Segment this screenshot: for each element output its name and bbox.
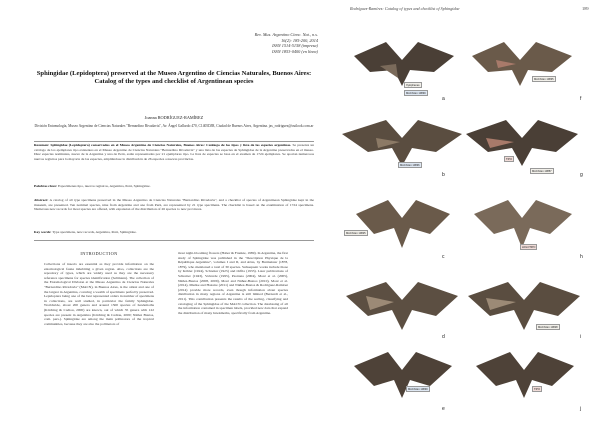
specimen-label: MACN-En 10839 bbox=[408, 387, 428, 391]
keywords-block bbox=[34, 230, 314, 235]
specimen-label: MACN-En 10835 bbox=[534, 77, 554, 81]
keywords-text: Type specimens, new records, Argentina, Perú, Sphingidae. bbox=[52, 230, 137, 234]
author-affiliation: División Entomología, Museo Argentino de Ciencias Naturales "Bernardino Rivadavia", Av. Ángel Gallardo 470, C1405DJR, Ciudad de Buenos Aires, Argentina. jas_rodriguez@outlook.com.ar bbox=[34, 124, 314, 128]
journal-issn-online: ISSN 1853-0400 (en línea) bbox=[272, 48, 318, 54]
specimen-label: Xylophanes bbox=[406, 83, 420, 87]
panel-letter-b: b bbox=[442, 172, 445, 178]
keywords-heading: Key words: bbox=[34, 230, 52, 234]
abstract-text: A catalog of all type specimens preserved in the Museo Argentino de Ciencias Naturales "Bernardino Rivadavia", and a checklist of species of Argentinean Sphingidae kept in the museum, are presented. Ten nominal species, nine from Argentina and one from Perú, are represented by 21 type specimens. The checklist is based on the examination of 1724 specimens. Numerous new records for most species are offered, with expansion of the distribution of 26 species to new provinces. bbox=[34, 198, 314, 212]
journal-name: Rev. Mus. Argentino Cienc. Nat., n.s. bbox=[254, 32, 318, 37]
specimen-label: TIPO bbox=[534, 387, 541, 391]
page-number: 189 bbox=[582, 6, 589, 11]
moth-specimen-c bbox=[356, 200, 450, 248]
abstract-heading: Abstract: bbox=[34, 198, 49, 202]
moth-specimen-f bbox=[472, 42, 572, 86]
palabras-clave-block bbox=[34, 184, 314, 189]
section-heading-introduction: INTRODUCTION bbox=[80, 251, 118, 256]
body-column-2: most night-blooming flowers (Haber & Frankie, 1989). In Argentina, the first study of Sphingidae was published in the "Description Physique de la République Argentine", volumes I and II, and Atlas, by Burmeister (1878, 1879), who mentioned a total of 30 species. Subsequent works include those by Köhler (1924), Schreiter (1925) and Orfila (1933). Later publications of Schreiter (1943), Valverde (1995), Pastrana (2004), Moré et al. (2005), Núñez-Bustos (2008, 2009), Moré and Núñez-Bustos (2010), Moré et al. (2014), Mielke and Haxaire (2011) and Núñez-Bustos & Rodríguez-Ramírez (2014) provide more records, even though information about species distribution in many regions of Argentina is still limited (Bernardi et al., 2011). This contribution presents the results of the sorting, classifying and cataloging of the Sphingidae of the MACN collection. The databasing of all the information contained in specimen labels, provided new data that expand the distribution of many hawkmoths, specifically from Argentina. bbox=[178, 251, 288, 315]
paper-title: Sphingidae (Lepidoptera) preserved at the Museo Argentino de Ciencias Naturales, Buenos Aires: Catalog of the types and checklist of Argentinean species bbox=[36, 70, 312, 85]
panel-letter-d: d bbox=[442, 334, 445, 340]
specimen-label: MACN-En 10836 bbox=[400, 163, 420, 167]
body-column-1: Collections of insects are essential as they provide information on the entomological fauna inhabiting a given region. Also, collections are the repository of types, which are widely used as they are the necessary reference specimens for species identification (Seltmann). The collection of the Entomological Division at the Museo Argentino de Ciencias Naturales "Bernardino Rivadavia" (MACN), in Buenos Aires, is the oldest and one of the largest in Argentina, covering a wealth of specimens perfectly preserved. Lepidoptera being one of the best represented orders in number of specimens in collections, are well studied, in particular the family Sphingidae. Worldwide, about 200 genera and around 1500 species of hawkmoths (Kitching & Cadiou, 2000) are known, out of which 35 genera with 122 species are present in Argentina (Kitching & Cadiou, 2000; Núñez Bustos, com. pers.). Sphingidae are among the main pollinators of the tropical communities, because they are also the pollinators of bbox=[44, 262, 154, 326]
resumen-body: Se presenta un catálogo de los ejemplares tipo existentes en el Museo Argentino de Ciencias Naturales "Bernardino Rivadavia" y una lista de las especies de Sphingidae de la Argentina preservadas en el museo. Diez especies nominales, nueve de la Argentina y una de Perú, están representadas por 21 ejemplares tipo. La lista de especies se basa en el examen de 1724 ejemplares. Se aportan numerosos nuevos registros para la mayoría de las especies, ampliándose la distribución de 26 especies a nuevas provincias. bbox=[34, 143, 315, 161]
panel-letter-f: f bbox=[580, 96, 582, 102]
moth-specimen-g bbox=[466, 120, 578, 166]
specimen-label: TIPO bbox=[506, 157, 513, 161]
journal-citation bbox=[208, 32, 318, 54]
specimen-plate bbox=[336, 34, 598, 424]
running-header: Rodríguez-Ramírez: Catalog of types and checklist of Sphingidae bbox=[350, 6, 460, 11]
panel-letter-a: a bbox=[442, 96, 445, 102]
specimen-label: HOLOTIPO bbox=[522, 245, 536, 249]
resumen-block bbox=[34, 143, 314, 161]
divider bbox=[34, 240, 314, 241]
panel-letter-e: e bbox=[442, 406, 445, 412]
resumen-title: Sphingidae (Lepidoptera) conservados en el Museo Argentino de Ciencias Naturales, Buenos Aires: Catálogo de los tipos y lista de las especies argentinas. bbox=[50, 143, 292, 147]
moth-specimen-a bbox=[354, 42, 454, 86]
moth-specimen-e bbox=[354, 352, 452, 398]
specimen-plate-figure bbox=[336, 34, 598, 424]
journal-volume: 16(2): 185-200, 2014 bbox=[281, 37, 318, 43]
specimen-label: MACN-En 10825 bbox=[346, 231, 366, 235]
journal-issn-print: ISSN 1514-5158 (impresa) bbox=[272, 43, 318, 49]
moth-specimen-b bbox=[342, 120, 462, 166]
divider bbox=[34, 141, 314, 142]
abstract-block bbox=[34, 198, 314, 212]
palabras-clave-heading: Palabras clave: bbox=[34, 184, 58, 188]
moth-specimen-i bbox=[468, 282, 580, 330]
paper-author: Joanna RODRÍGUEZ-RAMÍREZ bbox=[144, 115, 204, 120]
specimen-label: MACN-En 10857 bbox=[532, 169, 552, 173]
panel-letter-g: g bbox=[580, 172, 583, 178]
palabras-clave-text: Especímenes tipo, nuevos registros, Argentina, Perú, Sphingidae. bbox=[58, 184, 151, 188]
panel-letter-i: i bbox=[580, 334, 582, 340]
specimen-label: MACN-En 10839 bbox=[406, 91, 426, 95]
moth-specimen-d bbox=[346, 282, 458, 330]
moth-specimen-h bbox=[474, 200, 572, 248]
resumen-heading: Resumen: bbox=[34, 143, 50, 147]
moth-specimen-j bbox=[476, 352, 574, 398]
panel-letter-j: j bbox=[580, 406, 582, 412]
panel-letter-c: c bbox=[442, 254, 445, 260]
panel-letter-h: h bbox=[580, 254, 583, 260]
specimen-label: MACN-En 10828 bbox=[538, 325, 558, 329]
